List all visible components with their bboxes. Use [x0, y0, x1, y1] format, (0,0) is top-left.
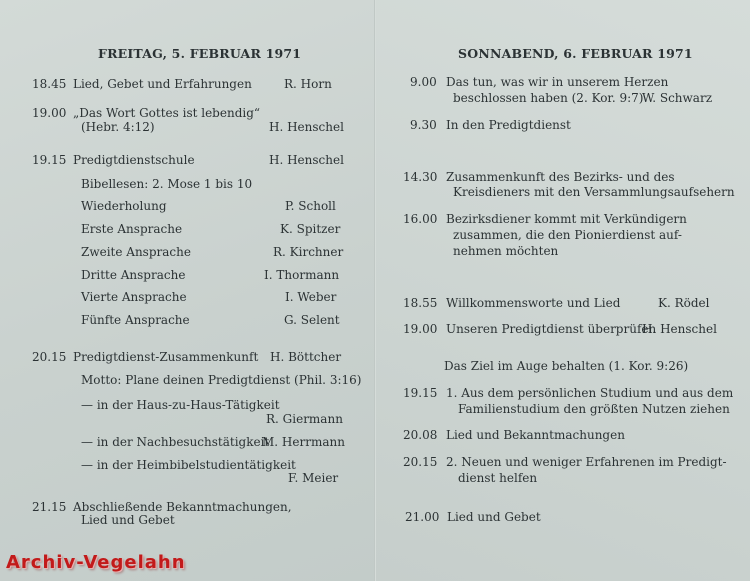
- item-time: 9.30: [410, 118, 437, 132]
- item-text: Willkommensworte und Lied: [446, 296, 621, 310]
- item-speaker: H. Henschel: [269, 120, 344, 134]
- item-text: 2. Neuen und weniger Erfahrenen im Predigt-: [446, 455, 727, 469]
- item-text: Lied, Gebet und Erfahrungen: [73, 77, 252, 91]
- item-text: — in der Nachbesuchstätigkeit: [81, 435, 270, 449]
- item-speaker: G. Selent: [284, 313, 340, 327]
- item-speaker: W. Schwarz: [642, 91, 713, 105]
- item-time: 18.45: [32, 77, 67, 91]
- item-time: 21.00: [405, 510, 440, 524]
- right-page: [376, 0, 750, 581]
- item-text: Zusammenkunft des Bezirks- und des: [446, 170, 675, 184]
- item-text: Das tun, was wir in unserem Herzen: [446, 75, 669, 89]
- item-speaker: H. Henschel: [642, 322, 717, 336]
- item-text: „Das Wort Gottes ist lebendig“: [73, 106, 261, 120]
- item-speaker: F. Meier: [288, 471, 339, 485]
- item-text: Dritte Ansprache: [81, 268, 186, 282]
- item-text-line2: Lied und Gebet: [81, 513, 175, 527]
- item-text-line3: nehmen möchten: [453, 244, 559, 258]
- item-time: 21.15: [32, 500, 67, 514]
- item-text-line2: Familienstudium den größten Nutzen ziehen: [458, 402, 730, 416]
- page-heading: FREITAG, 5. FEBRUAR 1971: [98, 46, 302, 61]
- item-text: Erste Ansprache: [81, 222, 183, 236]
- item-speaker: R. Horn: [284, 77, 332, 91]
- item-time: 20.15: [32, 350, 67, 364]
- item-text: In den Predigtdienst: [446, 118, 571, 132]
- item-text: — in der Haus-zu-Haus-Tätigkeit: [81, 398, 280, 412]
- item-text: Vierte Ansprache: [81, 290, 187, 304]
- item-text: Wiederholung: [81, 199, 167, 213]
- item-text: Bezirksdiener kommt mit Verkündigern: [446, 212, 687, 226]
- item-text-line2: (Hebr. 4:12): [81, 120, 155, 134]
- item-text: Lied und Gebet: [447, 510, 541, 524]
- item-text-line2: Kreisdieners mit den Versammlungsaufsehern: [453, 185, 735, 199]
- item-time: 19.00: [32, 106, 67, 120]
- item-text: 1. Aus dem persönlichen Studium und aus dem: [446, 386, 734, 400]
- archive-watermark: Archiv-Vegelahn: [6, 552, 186, 573]
- item-text-line2: zusammen, die den Pionierdienst auf-: [453, 228, 682, 242]
- item-text: Unseren Predigtdienst überprüfen: [446, 322, 657, 336]
- item-text: Predigtdienstschule: [73, 153, 195, 167]
- item-time: 20.15: [403, 455, 438, 469]
- item-speaker: R. Kirchner: [273, 245, 344, 259]
- item-speaker: P. Scholl: [285, 199, 336, 213]
- item-text: Bibellesen: 2. Mose 1 bis 10: [81, 177, 253, 191]
- item-time: 19.15: [32, 153, 67, 167]
- item-speaker: H. Böttcher: [270, 350, 342, 364]
- item-time: 19.15: [403, 386, 438, 400]
- item-text: — in der Heimbibelstudientätigkeit: [81, 458, 296, 472]
- item-text: Lied und Bekanntmachungen: [446, 428, 625, 442]
- item-time: 18.55: [403, 296, 438, 310]
- item-text: Abschließende Bekanntmachungen,: [73, 500, 292, 514]
- item-text-line2: beschlossen haben (2. Kor. 9:7): [453, 91, 644, 105]
- item-time: 9.00: [410, 75, 437, 89]
- item-time: 14.30: [403, 170, 438, 184]
- left-page: [0, 0, 374, 581]
- item-speaker: R. Giermann: [266, 412, 343, 426]
- item-speaker: K. Spitzer: [280, 222, 341, 236]
- item-speaker: H. Henschel: [269, 153, 344, 167]
- item-text-line2: dienst helfen: [458, 471, 538, 485]
- item-text: Motto: Plane deinen Predigtdienst (Phil. 3:16): [81, 373, 362, 387]
- item-time: 19.00: [403, 322, 438, 336]
- item-text: Zweite Ansprache: [81, 245, 191, 259]
- item-speaker: I. Weber: [285, 290, 337, 304]
- item-speaker: I. Thormann: [264, 268, 340, 282]
- item-speaker: M. Herrmann: [262, 435, 345, 449]
- item-time: 16.00: [403, 212, 438, 226]
- page-heading: SONNABEND, 6. FEBRUAR 1971: [458, 46, 693, 61]
- section-subtitle: Das Ziel im Auge behalten (1. Kor. 9:26): [444, 359, 689, 373]
- item-text: Predigtdienst-Zusammenkunft: [73, 350, 259, 364]
- item-speaker: K. Rödel: [658, 296, 710, 310]
- item-text: Fünfte Ansprache: [81, 313, 190, 327]
- item-time: 20.08: [403, 428, 438, 442]
